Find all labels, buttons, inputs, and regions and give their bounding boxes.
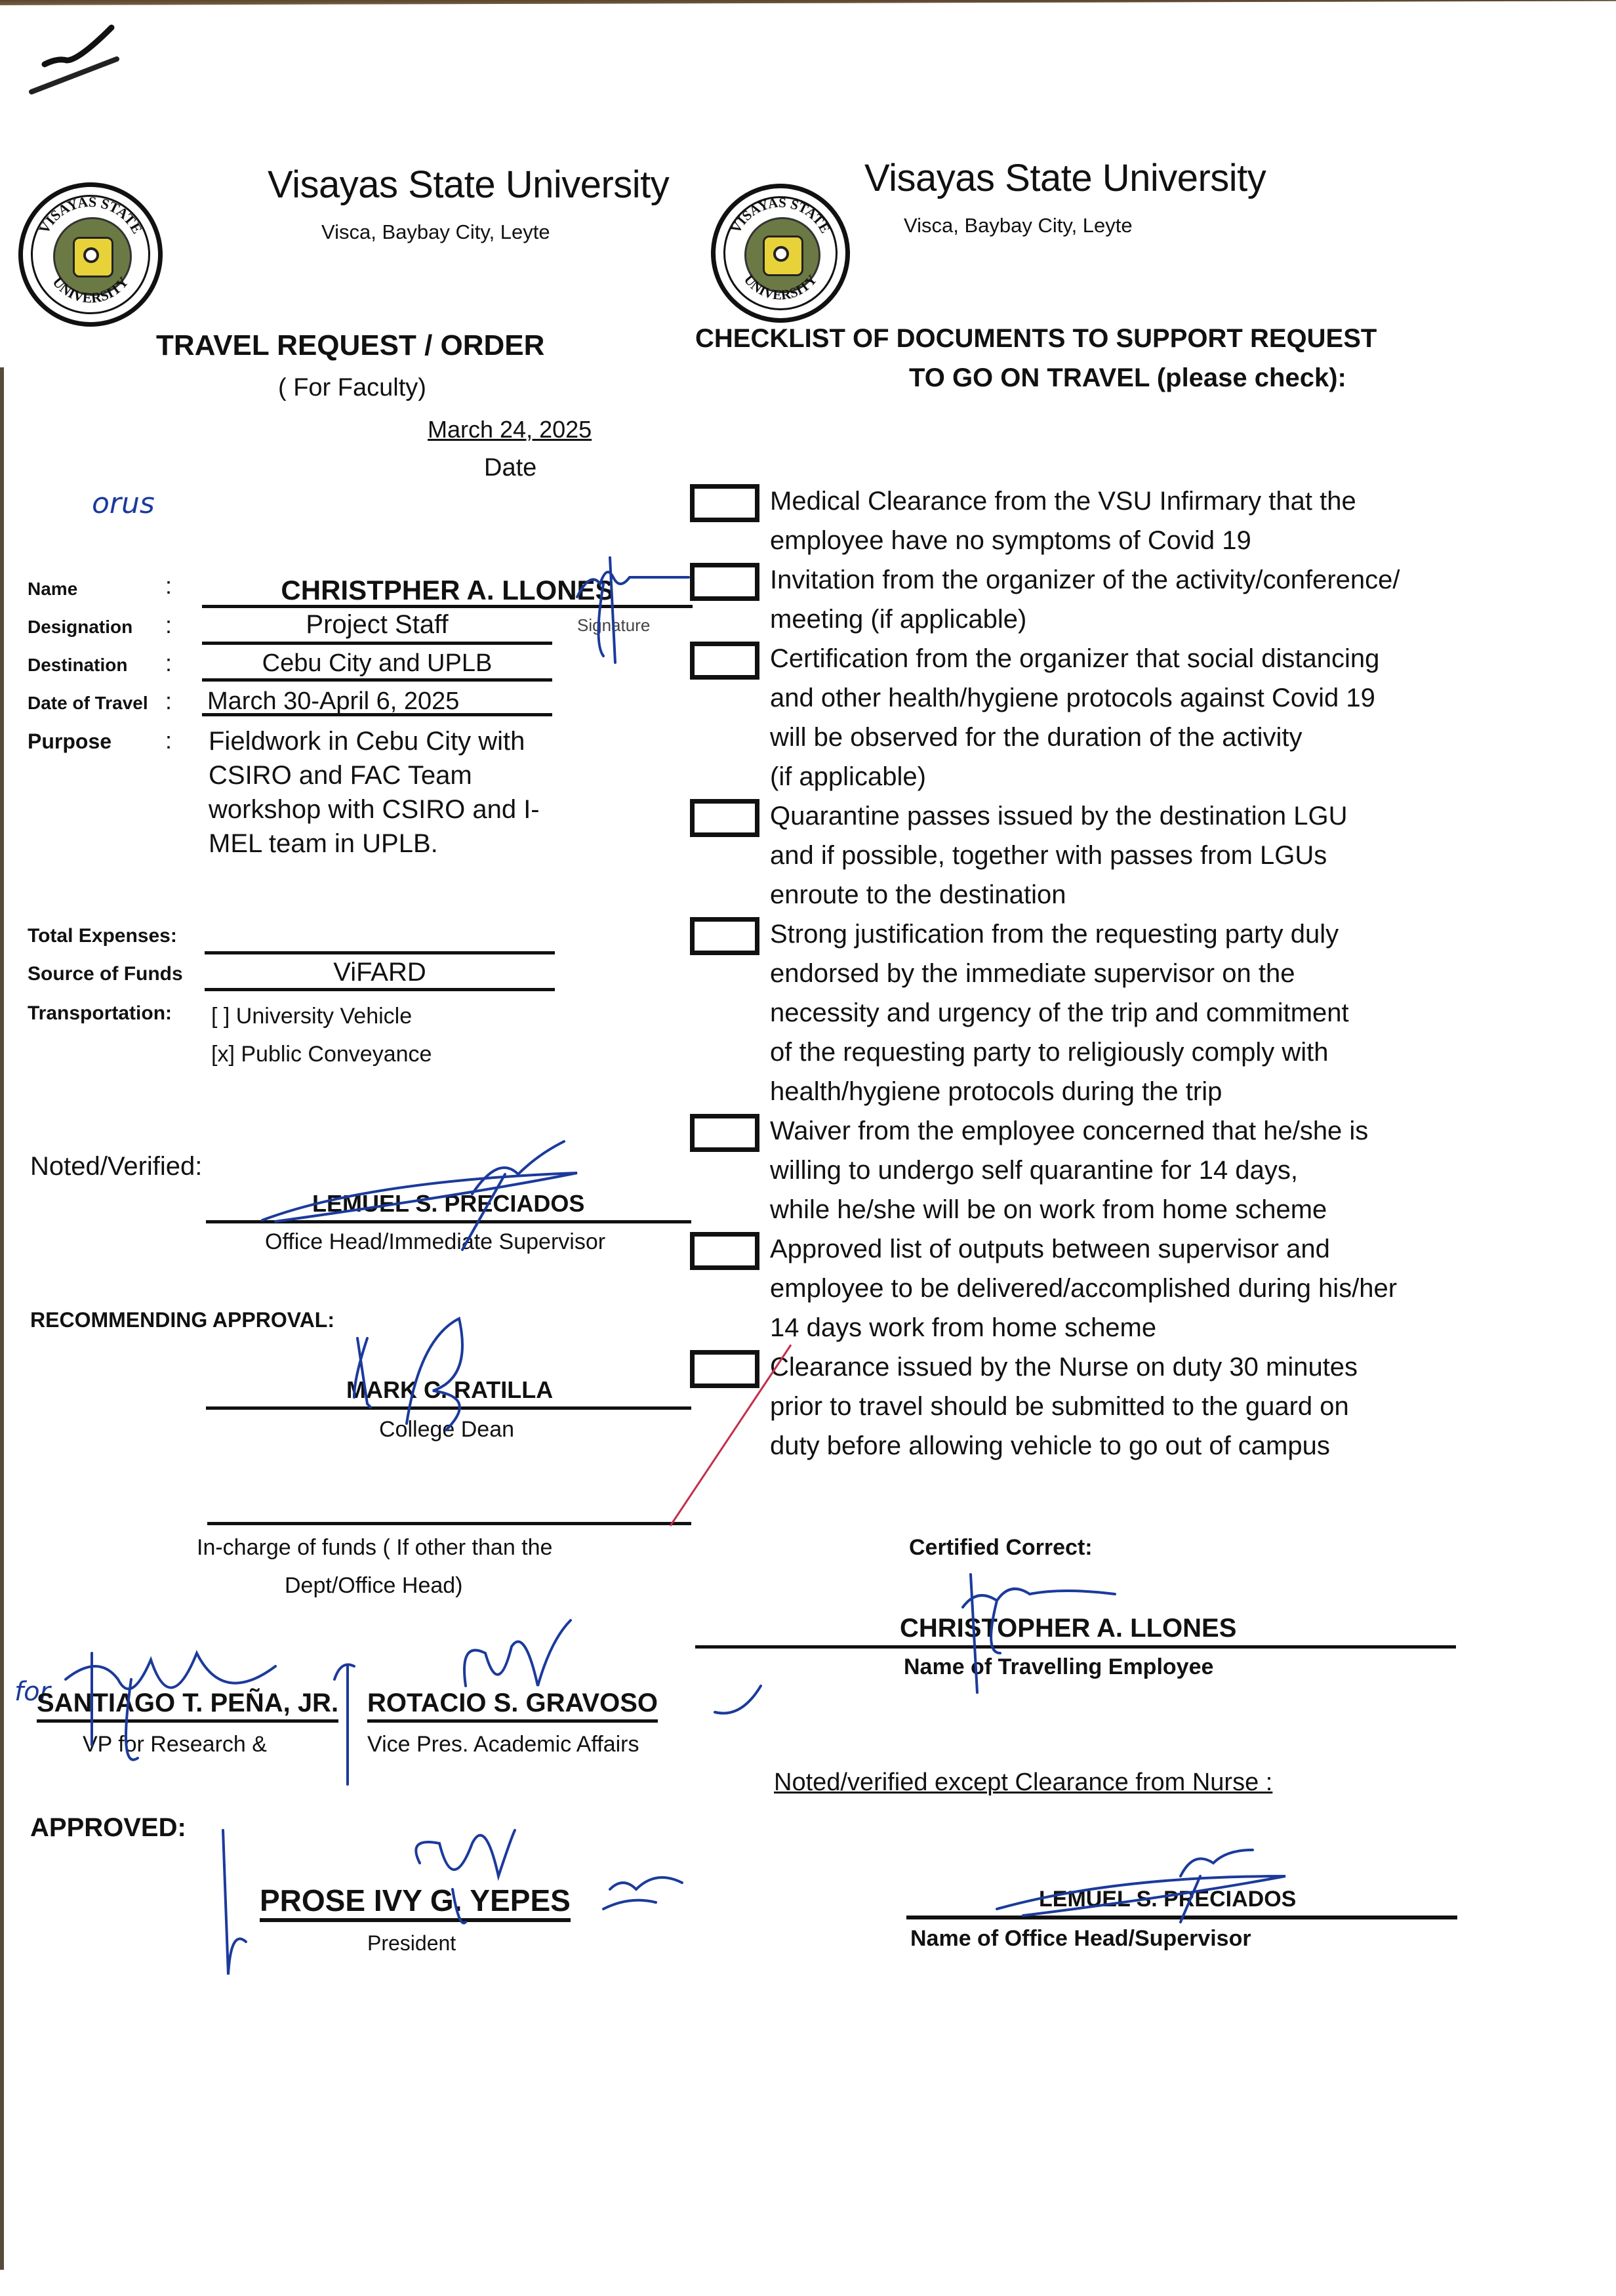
checklist-title-line2: TO GO ON TRAVEL (please check):: [909, 363, 1346, 392]
colon: :: [165, 687, 172, 714]
university-name: Visayas State University: [268, 163, 670, 206]
funds-role-line1: In-charge of funds ( If other than the: [197, 1535, 553, 1560]
signature-line: [206, 1220, 691, 1223]
checklist-item: [690, 639, 1464, 796]
destination-field: Cebu City and UPLB: [202, 649, 552, 682]
pen-mark-icon: [20, 20, 138, 105]
handwritten-note: orus: [92, 487, 155, 520]
checklist-checkbox[interactable]: [690, 917, 759, 955]
checklist-item: [690, 482, 1464, 560]
checklist-item-text: and other health/hygiene protocols against Covid 19: [770, 684, 1375, 712]
total-expenses-field: [205, 925, 555, 954]
designation-label: Designation: [28, 617, 133, 637]
checklist-item: [690, 1111, 1464, 1229]
president-name: PROSE IVY G. YEPES: [260, 1883, 571, 1922]
office-head-name: LEMUEL S. PRECIADOS: [1039, 1887, 1297, 1912]
checklist-item: [690, 1347, 1464, 1466]
vp-academic-role: Vice Pres. Academic Affairs: [367, 1732, 639, 1757]
checklist-item-text: Strong justification from the requesting party duly: [770, 920, 1339, 949]
recommending-approval-label: RECOMMENDING APPROVAL:: [30, 1308, 334, 1332]
checklist-checkbox[interactable]: [690, 563, 759, 601]
supervisor-name: LEMUEL S. PRECIADOS: [312, 1190, 585, 1217]
checklist-item-text: Invitation from the organizer of the activity/conference/: [770, 565, 1400, 594]
form-title: TRAVEL REQUEST / ORDER: [156, 329, 545, 361]
transport-option-label: Public Conveyance: [241, 1042, 432, 1067]
colon: :: [165, 727, 172, 754]
dean-role: College Dean: [379, 1417, 515, 1442]
transport-option-public-conveyance[interactable]: [211, 1035, 432, 1073]
form-subtitle: ( For Faculty): [278, 374, 426, 401]
checklist-item-text: of the requesting party to religiously comply with: [770, 1038, 1329, 1067]
university-address: Visca, Baybay City, Leyte: [321, 220, 550, 243]
transport-option-university-vehicle[interactable]: [211, 997, 432, 1035]
checklist: [690, 482, 1464, 1466]
checklist-item-text: Quarantine passes issued by the destination LGU: [770, 802, 1348, 830]
designation-field: Project Staff: [202, 610, 552, 645]
purpose-field: [209, 724, 540, 861]
checkbox-unchecked-icon[interactable]: [ ]: [211, 1004, 230, 1029]
name-field: CHRISTPHER A. LLONES: [202, 575, 693, 608]
funds-role-line2: Dept/Office Head): [285, 1573, 463, 1598]
purpose-line: Fieldwork in Cebu City with: [209, 727, 525, 756]
checklist-item-text: endorsed by the immediate supervisor on the: [770, 959, 1295, 988]
checklist-item-text: enroute to the destination: [770, 880, 1066, 909]
svg-text:VISAYAS STATE: [35, 194, 146, 236]
transport-option-label: University Vehicle: [235, 1004, 413, 1029]
for-prefix: for: [14, 1677, 51, 1707]
svg-text:UNIVERSITY: [49, 274, 131, 306]
source-of-funds-field: ViFARD: [205, 958, 555, 991]
checklist-item-text: health/hygiene protocols during the trip: [770, 1077, 1222, 1106]
date-of-travel-field: March 30-April 6, 2025: [202, 687, 552, 716]
purpose-line: MEL team in UPLB.: [209, 829, 438, 858]
checklist-item-text: employee have no symptoms of Covid 19: [770, 526, 1251, 555]
checklist-checkbox[interactable]: [690, 1114, 759, 1152]
dean-signature-icon: [354, 1319, 462, 1430]
colon: :: [165, 572, 172, 599]
name-label: Name: [28, 579, 78, 599]
checklist-item-text: employee to be delivered/accomplished during his/her: [770, 1274, 1398, 1303]
checklist-checkbox[interactable]: [690, 799, 759, 837]
dean-name: MARK C. RATILLA: [346, 1376, 554, 1403]
checklist-item: [690, 1229, 1464, 1347]
university-seal-left: [18, 182, 163, 327]
checklist-item-text: meeting (if applicable): [770, 605, 1027, 634]
request-date: March 24, 2025: [428, 416, 592, 443]
seal-text-bottom: UNIVERSITY: [49, 274, 132, 306]
office-head-role: Name of Office Head/Supervisor: [910, 1926, 1251, 1951]
checkbox-checked-icon[interactable]: [x]: [211, 1042, 235, 1067]
svg-text:VISAYAS STATE: [727, 195, 833, 236]
checklist-item-text: will be observed for the duration of the activity: [770, 723, 1303, 752]
checklist-item-text: willing to undergo self quarantine for 14 days,: [770, 1156, 1298, 1185]
checklist-item-text: and if possible, together with passes from LGUs: [770, 841, 1327, 870]
checklist-item-text: 14 days work from home scheme: [770, 1313, 1157, 1342]
total-expenses-label: Total Expenses:: [28, 925, 177, 947]
university-seal-right: [711, 184, 850, 323]
signature-line: [906, 1916, 1457, 1919]
svg-text:UNIVERSITY: [741, 272, 820, 303]
supervisor-role: Office Head/Immediate Supervisor: [265, 1229, 606, 1254]
seal-text-top: VISAYAS STATE: [727, 194, 834, 236]
purpose-line: workshop with CSIRO and I-: [209, 795, 540, 824]
signature-line: [695, 1645, 1456, 1649]
colon: :: [165, 649, 172, 676]
employee-name: CHRISTOPHER A. LLONES: [900, 1614, 1237, 1643]
approved-label: APPROVED:: [30, 1813, 186, 1842]
noted-verified-label: Noted/Verified:: [30, 1152, 203, 1181]
checklist-item: [690, 796, 1464, 914]
noted-except-label: Noted/verified except Clearance from Nurse :: [774, 1769, 1273, 1796]
seal-text-top: VISAYAS STATE: [35, 193, 146, 237]
checklist-item-text: prior to travel should be submitted to the guard on: [770, 1392, 1349, 1421]
signature-line: [206, 1406, 691, 1410]
checklist-item-text: Clearance issued by the Nurse on duty 30 minutes: [770, 1353, 1358, 1382]
checklist-item: [690, 560, 1464, 639]
checklist-item-text: (if applicable): [770, 762, 926, 791]
checklist-title-line1: CHECKLIST OF DOCUMENTS TO SUPPORT REQUEST: [695, 324, 1377, 353]
purpose-line: CSIRO and FAC Team: [209, 761, 472, 790]
checklist-item-text: Approved list of outputs between supervisor and: [770, 1235, 1330, 1263]
transportation-label: Transportation:: [28, 1002, 172, 1024]
vp-academic-name: ROTACIO S. GRAVOSO: [367, 1689, 658, 1723]
purpose-label: Purpose: [28, 729, 112, 753]
university-address: Visca, Baybay City, Leyte: [904, 214, 1133, 237]
checklist-checkbox[interactable]: [690, 1350, 759, 1388]
vp-research-name: SANTIAGO T. PEÑA, JR.: [37, 1689, 338, 1723]
scan-top-edge: [0, 0, 1616, 5]
destination-label: Destination: [28, 655, 128, 675]
date-of-travel-label: Date of Travel: [28, 693, 148, 713]
checklist-item-text: while he/she will be on work from home scheme: [770, 1195, 1327, 1224]
checklist-checkbox[interactable]: [690, 1232, 759, 1270]
signature-label: Signature: [577, 615, 651, 635]
checklist-item: [690, 914, 1464, 1111]
date-label: Date: [484, 454, 537, 482]
seal-text-bottom: UNIVERSITY: [740, 272, 820, 303]
checklist-checkbox[interactable]: [690, 484, 759, 522]
scan-left-edge: [0, 367, 4, 2270]
checklist-item-text: Medical Clearance from the VSU Infirmary that the: [770, 487, 1356, 516]
checklist-item-text: duty before allowing vehicle to go out of campus: [770, 1431, 1330, 1460]
signature-line: [207, 1522, 691, 1525]
checklist-item-text: necessity and urgency of the trip and commitment: [770, 998, 1349, 1027]
colon: :: [165, 611, 172, 638]
source-of-funds-label: Source of Funds: [28, 963, 183, 985]
transportation-options: [211, 997, 432, 1073]
applicant-signature-icon: [577, 558, 689, 663]
president-role: President: [367, 1931, 456, 1955]
vp-research-role: VP for Research &: [83, 1732, 267, 1757]
checklist-checkbox[interactable]: [690, 642, 759, 680]
checklist-item-text: Certification from the organizer that social distancing: [770, 644, 1380, 673]
certified-correct-label: Certified Correct:: [909, 1535, 1093, 1560]
employee-role: Name of Travelling Employee: [904, 1654, 1214, 1679]
university-name: Visayas State University: [864, 157, 1266, 199]
checklist-item-text: Waiver from the employee concerned that he/she is: [770, 1117, 1369, 1145]
